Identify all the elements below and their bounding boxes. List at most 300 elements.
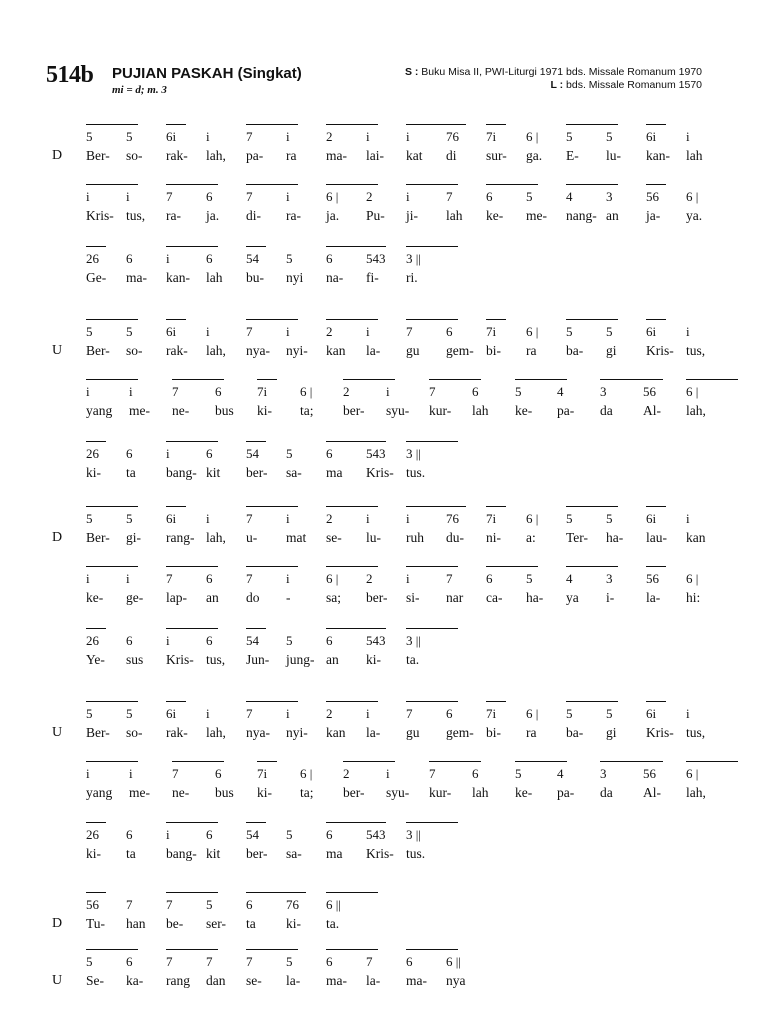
note-beam	[257, 379, 277, 380]
note-cipher: 6	[486, 571, 493, 586]
note-cipher: 7	[246, 324, 253, 339]
note-beam	[566, 319, 618, 320]
lyric-syllable: kan	[686, 530, 706, 545]
lyric-syllable: nyi-	[286, 343, 308, 358]
lyric-syllable: kur-	[429, 785, 452, 800]
lyric-syllable: an	[206, 590, 219, 605]
note-beam	[166, 184, 218, 185]
note-beam	[246, 319, 298, 320]
note-cipher: i	[286, 129, 290, 144]
note-cipher: 6i	[166, 511, 177, 526]
lyric-syllable: bus	[215, 785, 234, 800]
lyric-syllable: me-	[129, 785, 150, 800]
note-cipher: i	[686, 129, 690, 144]
note-beam	[326, 319, 378, 320]
note-beam	[286, 892, 306, 893]
note-cipher: 5	[86, 706, 93, 721]
lyric-syllable: fi-	[366, 270, 379, 285]
note-cipher: i	[86, 766, 90, 781]
lyric-syllable: bi-	[486, 725, 501, 740]
lyric-syllable: nya-	[246, 343, 270, 358]
lyric-syllable: di	[446, 148, 457, 163]
note-cipher: 7	[366, 954, 373, 969]
note-beam	[343, 379, 395, 380]
note-cipher: 6 |	[526, 511, 539, 526]
lyric-syllable: ra	[526, 343, 537, 358]
lyric-syllable: syu-	[386, 403, 410, 418]
note-beam	[166, 124, 186, 125]
note-cipher: 6 |	[326, 189, 339, 204]
note-cipher: 5	[126, 706, 133, 721]
note-cipher: 6	[126, 633, 133, 648]
lyric-syllable: Ber-	[86, 725, 110, 740]
note-beam	[166, 949, 218, 950]
lyric-syllable: ke-	[515, 403, 533, 418]
lyric-syllable: gi	[606, 725, 617, 740]
note-beam	[326, 124, 378, 125]
note-cipher: 6 |	[300, 766, 313, 781]
note-cipher: i	[126, 189, 130, 204]
note-cipher: 5	[606, 706, 613, 721]
lyric-syllable: syu-	[386, 785, 410, 800]
lyric-syllable: lah,	[206, 343, 226, 358]
note-cipher: 5	[515, 766, 522, 781]
lyric-syllable: lau-	[646, 530, 667, 545]
note-cipher: 5	[526, 189, 533, 204]
note-beam	[406, 246, 458, 247]
note-cipher: 6i	[166, 129, 177, 144]
note-cipher: 7	[429, 766, 436, 781]
lyric-syllable: ri.	[406, 270, 418, 285]
lyric-syllable: ma	[326, 846, 343, 861]
lyric-syllable: rak-	[166, 148, 188, 163]
lyric-syllable: rang-	[166, 530, 195, 545]
note-cipher: 6	[206, 633, 213, 648]
note-beam	[486, 124, 506, 125]
note-cipher: 2	[366, 571, 373, 586]
note-beam	[406, 822, 458, 823]
lyric-syllable: pa-	[557, 403, 575, 418]
note-cipher: 56	[86, 897, 99, 912]
note-beam	[86, 124, 138, 125]
lyric-syllable: ki-	[86, 465, 101, 480]
note-cipher: 7i	[257, 766, 268, 781]
lyric-syllable: la-	[646, 590, 661, 605]
lyric-syllable: ki-	[257, 403, 272, 418]
lyric-syllable: ki-	[86, 846, 101, 861]
note-cipher: 4	[557, 384, 564, 399]
lyric-syllable: ber-	[366, 590, 388, 605]
note-beam	[166, 506, 186, 507]
lyric-syllable: hi:	[686, 590, 701, 605]
note-cipher: i	[206, 706, 210, 721]
note-cipher: 6i	[166, 324, 177, 339]
note-beam	[326, 184, 378, 185]
lyric-syllable: tus,	[686, 343, 706, 358]
note-beam	[406, 441, 458, 442]
lyric-syllable: ki-	[286, 916, 301, 931]
note-beam	[406, 566, 458, 567]
lyric-syllable: ba-	[566, 343, 584, 358]
note-beam	[646, 566, 666, 567]
note-cipher: 7	[246, 706, 253, 721]
note-cipher: 2	[343, 384, 350, 399]
note-beam	[643, 379, 663, 380]
lyric-syllable: kan-	[646, 148, 670, 163]
note-cipher: 26	[86, 633, 99, 648]
lyric-syllable: ha-	[526, 590, 544, 605]
note-cipher: 3	[606, 189, 613, 204]
note-beam	[686, 761, 738, 762]
note-cipher: 7	[246, 571, 253, 586]
note-cipher: 3 ||	[406, 251, 421, 266]
note-cipher: 6i	[646, 511, 657, 526]
note-beam	[486, 566, 538, 567]
note-cipher: 5	[86, 954, 93, 969]
lyric-syllable: lah,	[686, 403, 706, 418]
lyric-syllable: bang-	[166, 465, 197, 480]
note-cipher: 2	[326, 706, 333, 721]
note-cipher: 6 |	[526, 129, 539, 144]
lyric-syllable: se-	[246, 973, 262, 988]
note-beam	[486, 506, 506, 507]
note-cipher: 5	[606, 511, 613, 526]
note-cipher: 6	[215, 766, 222, 781]
lyric-syllable: lah,	[206, 725, 226, 740]
source-text: Buku Misa II, PWI-Liturgi 1971 bds. Missale Romanum 1970	[418, 66, 702, 78]
lyric-syllable: ma	[326, 465, 343, 480]
note-beam	[86, 379, 138, 380]
note-cipher: 7i	[257, 384, 268, 399]
note-cipher: i	[406, 129, 410, 144]
note-beam	[343, 761, 395, 762]
note-cipher: 56	[646, 571, 659, 586]
note-cipher: 5	[286, 954, 293, 969]
note-cipher: 6 |	[686, 766, 699, 781]
lyric-syllable: Kris-	[646, 343, 674, 358]
note-beam	[446, 124, 466, 125]
note-beam	[429, 379, 481, 380]
note-cipher: 2	[326, 324, 333, 339]
lyric-syllable: Kris-	[86, 208, 114, 223]
note-cipher: 4	[566, 189, 573, 204]
note-beam	[166, 566, 218, 567]
note-cipher: i	[406, 189, 410, 204]
note-cipher: 5	[286, 827, 293, 842]
note-cipher: 7	[166, 897, 173, 912]
lyric-syllable: bi-	[486, 343, 501, 358]
hymn-number: 514b	[46, 62, 94, 88]
lyric-syllable: Ge-	[86, 270, 107, 285]
note-cipher: 56	[643, 766, 656, 781]
note-beam	[86, 822, 106, 823]
note-cipher: 3	[600, 384, 607, 399]
lyric-syllable: tus.	[406, 465, 426, 480]
lyric-syllable: pa-	[246, 148, 264, 163]
lyric-syllable: ba-	[566, 725, 584, 740]
lyric-syllable: so-	[126, 725, 143, 740]
note-cipher: 6 ||	[326, 897, 341, 912]
lyric-syllable: nang-	[566, 208, 597, 223]
note-cipher: i	[126, 571, 130, 586]
note-beam	[86, 506, 138, 507]
note-beam	[646, 701, 666, 702]
note-cipher: 5	[126, 324, 133, 339]
lyric-syllable: ma-	[406, 973, 427, 988]
lyric-syllable: ser-	[206, 916, 226, 931]
lyric-syllable: la-	[366, 725, 381, 740]
lyric-syllable: gi-	[126, 530, 141, 545]
note-cipher: 7i	[486, 324, 497, 339]
note-cipher: 7	[166, 954, 173, 969]
lyric-syllable: Al-	[643, 785, 661, 800]
note-cipher: i	[366, 706, 370, 721]
note-beam	[566, 124, 618, 125]
lyric-syllable: si-	[406, 590, 420, 605]
lyric-syllable: bu-	[246, 270, 264, 285]
lyric-syllable: ber-	[343, 403, 365, 418]
note-cipher: 7	[246, 954, 253, 969]
note-beam	[246, 506, 298, 507]
note-beam	[326, 566, 378, 567]
lyric-syllable: u-	[246, 530, 258, 545]
note-cipher: 3 ||	[406, 827, 421, 842]
lyric-syllable: ji-	[406, 208, 418, 223]
lyric-syllable: lah,	[206, 530, 226, 545]
note-cipher: 3 ||	[406, 446, 421, 461]
note-beam	[166, 822, 218, 823]
note-cipher: 543	[366, 251, 386, 266]
lyric-syllable: sus	[126, 652, 144, 667]
note-beam	[86, 761, 138, 762]
note-beam	[246, 124, 298, 125]
note-cipher: 76	[286, 897, 299, 912]
lyric-syllable: yang	[86, 785, 113, 800]
note-cipher: 3	[600, 766, 607, 781]
note-cipher: 5	[606, 324, 613, 339]
note-cipher: i	[406, 511, 410, 526]
note-cipher: 5	[286, 251, 293, 266]
note-beam	[406, 184, 458, 185]
note-cipher: 7	[172, 384, 179, 399]
note-cipher: 5	[86, 129, 93, 144]
source-music: bds. Missale Romanum 1570	[563, 79, 702, 91]
note-beam	[326, 506, 378, 507]
note-cipher: 6	[486, 189, 493, 204]
lyric-syllable: ma-	[126, 270, 147, 285]
voice-label: D	[52, 916, 63, 931]
note-cipher: 7	[406, 706, 413, 721]
note-beam	[326, 701, 378, 702]
note-beam	[246, 441, 266, 442]
lyric-syllable: an	[606, 208, 619, 223]
lyric-syllable: lai-	[366, 148, 384, 163]
lyric-syllable: ma-	[326, 148, 347, 163]
note-cipher: 7	[246, 189, 253, 204]
note-cipher: 3 ||	[406, 633, 421, 648]
lyric-syllable: nya	[446, 973, 466, 988]
lyric-syllable: Pu-	[366, 208, 385, 223]
lyric-syllable: kan-	[166, 270, 190, 285]
lyric-syllable: lah	[472, 403, 489, 418]
note-beam	[246, 701, 298, 702]
note-cipher: i	[686, 706, 690, 721]
lyric-syllable: ra-	[166, 208, 181, 223]
lyric-syllable: ke-	[515, 785, 533, 800]
voice-label: U	[52, 343, 63, 358]
note-cipher: 5	[286, 446, 293, 461]
note-beam	[257, 761, 277, 762]
note-cipher: 56	[646, 189, 659, 204]
lyric-syllable: ra	[526, 725, 537, 740]
lyric-syllable: du-	[446, 530, 464, 545]
note-cipher: 6	[446, 324, 453, 339]
note-beam	[246, 822, 266, 823]
lyric-syllable: nya-	[246, 725, 270, 740]
lyric-syllable: ma-	[326, 973, 347, 988]
lyric-syllable: ra	[286, 148, 297, 163]
note-cipher: i	[386, 384, 390, 399]
lyric-syllable: Ber-	[86, 148, 110, 163]
lyric-syllable: ta	[126, 465, 136, 480]
note-cipher: 2	[326, 129, 333, 144]
note-cipher: 6	[206, 446, 213, 461]
note-beam	[246, 628, 266, 629]
note-cipher: 6	[472, 766, 479, 781]
note-beam	[86, 892, 106, 893]
lyric-syllable: ge-	[126, 590, 144, 605]
note-cipher: 6	[326, 446, 333, 461]
note-beam	[166, 892, 218, 893]
lyric-syllable: i-	[606, 590, 615, 605]
note-beam	[326, 892, 378, 893]
lyric-syllable: sa-	[286, 465, 302, 480]
note-cipher: 5	[566, 129, 573, 144]
note-cipher: 6i	[646, 324, 657, 339]
lyric-syllable: ta	[126, 846, 136, 861]
note-beam	[566, 506, 618, 507]
note-beam	[86, 246, 106, 247]
lyric-syllable: kan	[326, 725, 346, 740]
lyric-syllable: rang	[166, 973, 190, 988]
lyric-syllable: na-	[326, 270, 344, 285]
note-cipher: 6	[206, 827, 213, 842]
note-beam	[406, 949, 458, 950]
note-beam	[172, 761, 224, 762]
note-beam	[246, 949, 298, 950]
note-cipher: 6	[126, 446, 133, 461]
note-cipher: 7	[206, 954, 213, 969]
note-cipher: 54	[246, 827, 259, 842]
note-beam	[366, 441, 386, 442]
note-cipher: 54	[246, 633, 259, 648]
voice-label: U	[52, 973, 63, 988]
lyric-syllable: an	[326, 652, 339, 667]
lyric-syllable: Ber-	[86, 343, 110, 358]
note-cipher: 6 |	[326, 571, 339, 586]
note-cipher: 5	[126, 511, 133, 526]
note-beam	[246, 184, 298, 185]
lyric-syllable: rak-	[166, 725, 188, 740]
note-beam	[515, 761, 567, 762]
lyric-syllable: lah	[472, 785, 489, 800]
note-cipher: 6	[206, 571, 213, 586]
lyric-syllable: Tu-	[86, 916, 106, 931]
note-cipher: 5	[86, 511, 93, 526]
note-cipher: i	[286, 571, 290, 586]
lyric-syllable: nyi	[286, 270, 304, 285]
note-cipher: 4	[566, 571, 573, 586]
note-beam	[515, 379, 567, 380]
lyric-syllable: gu	[406, 343, 420, 358]
note-cipher: 6	[126, 954, 133, 969]
lyric-syllable: me-	[526, 208, 547, 223]
note-cipher: 4	[557, 766, 564, 781]
note-cipher: i	[406, 571, 410, 586]
note-beam	[646, 124, 666, 125]
lyric-syllable: lu-	[366, 530, 381, 545]
note-cipher: 6	[246, 897, 253, 912]
note-beam	[86, 566, 138, 567]
lyric-syllable: ka-	[126, 973, 144, 988]
lyric-syllable: ja.	[326, 208, 340, 223]
note-cipher: i	[166, 446, 170, 461]
lyric-syllable: ke-	[486, 208, 504, 223]
lyric-syllable: la-	[286, 973, 301, 988]
note-beam	[429, 761, 481, 762]
note-cipher: i	[129, 766, 133, 781]
lyric-syllable: -	[286, 590, 291, 605]
note-cipher: i	[166, 633, 170, 648]
note-cipher: 7	[172, 766, 179, 781]
lyric-syllable: ta.	[406, 652, 420, 667]
lyric-syllable: sa-	[286, 846, 302, 861]
note-cipher: 7i	[486, 511, 497, 526]
note-cipher: i	[206, 129, 210, 144]
note-beam	[86, 319, 138, 320]
note-cipher: 6	[126, 251, 133, 266]
note-cipher: 6	[446, 706, 453, 721]
note-cipher: 5	[206, 897, 213, 912]
note-cipher: i	[286, 189, 290, 204]
lyric-syllable: ruh	[406, 530, 424, 545]
note-beam	[172, 379, 224, 380]
note-cipher: 6	[126, 827, 133, 842]
note-cipher: i	[686, 511, 690, 526]
note-cipher: 7	[429, 384, 436, 399]
note-cipher: 543	[366, 446, 386, 461]
note-beam	[86, 701, 138, 702]
source-music-label: L :	[550, 79, 564, 91]
lyric-syllable: se-	[326, 530, 342, 545]
note-beam	[643, 761, 663, 762]
lyric-syllable: lah,	[206, 148, 226, 163]
note-beam	[86, 441, 106, 442]
lyric-syllable: so-	[126, 343, 143, 358]
note-cipher: 2	[366, 189, 373, 204]
note-cipher: 5	[515, 384, 522, 399]
lyric-syllable: kan	[326, 343, 346, 358]
lyric-syllable: ne-	[172, 785, 190, 800]
note-beam	[166, 441, 218, 442]
voice-label: U	[52, 725, 63, 740]
note-cipher: 3	[606, 571, 613, 586]
note-cipher: 5	[566, 511, 573, 526]
note-cipher: i	[206, 511, 210, 526]
note-beam	[166, 701, 186, 702]
lyric-syllable: di-	[246, 208, 261, 223]
lyric-syllable: ra-	[286, 208, 301, 223]
